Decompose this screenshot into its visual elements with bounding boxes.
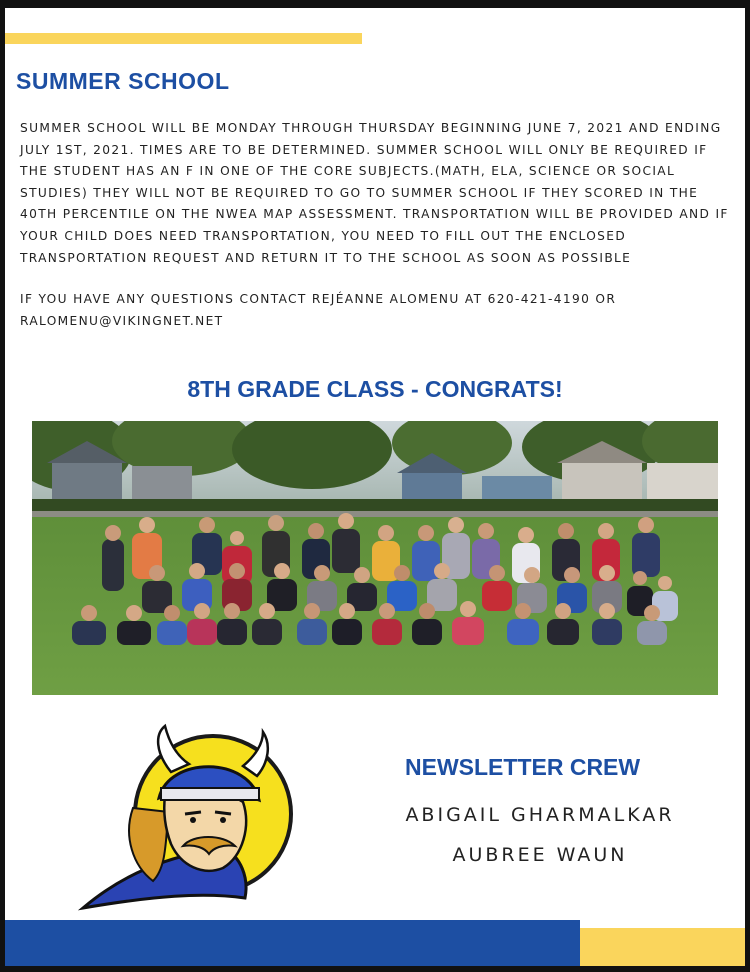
- class-photo-illustration: [32, 421, 718, 695]
- crew-member-name: AUBREE WAUN: [452, 844, 628, 866]
- viking-mascot-icon: [73, 716, 303, 916]
- summer-school-paragraph: SUMMER SCHOOL WILL BE MONDAY THROUGH THURSDAY BEGINNING JUNE 7, 2021 AND ENDING JULY 1ST, 2021. TIMES ARE TO BE DETERMINED. SUMMER SCHOOL WILL ONLY BE REQUIRED IF THE STUDENT HAS AN F IN ONE OF THE CORE SUBJECTS.(MATH, ELA, SCIENCE OR SOCIAL STUDIES) THEY WILL NOT BE REQUIRED TO GO TO SUMMER SCHOOL IF THEY SCORED IN THE 40TH PERCENTILE ON THE NWEA MAP ASSESSMENT. TRANSPORTATION WILL BE PROVIDED AND IF YOUR CHILD DOES NEED TRANSPORTATION, YOU NEED TO FILL OUT THE ENCLOSED TRANSPORTATION REQUEST AND RETURN IT TO THE SCHOOL AS SOON AS POSSIBLE: [20, 121, 729, 265]
- eighth-grade-heading: 8TH GRADE CLASS - CONGRATS!: [187, 376, 563, 402]
- summer-school-title: SUMMER SCHOOL: [16, 68, 230, 94]
- newsletter-crew-heading: NEWSLETTER CREW: [405, 754, 641, 780]
- bottom-blue-bar: [5, 920, 580, 966]
- newsletter-page: [5, 8, 745, 966]
- bottom-yellow-bar: [580, 928, 745, 966]
- crew-member-name: ABIGAIL GHARMALKAR: [405, 804, 675, 826]
- summer-school-contact: IF YOU HAVE ANY QUESTIONS CONTACT REJÉANNE ALOMENU AT 620-421-4190 OR RALOMENU@VIKINGNET.NET: [20, 292, 617, 328]
- top-accent-bar: [5, 33, 362, 44]
- class-group-photo: [32, 421, 718, 695]
- viking-mascot-logo: [73, 716, 303, 916]
